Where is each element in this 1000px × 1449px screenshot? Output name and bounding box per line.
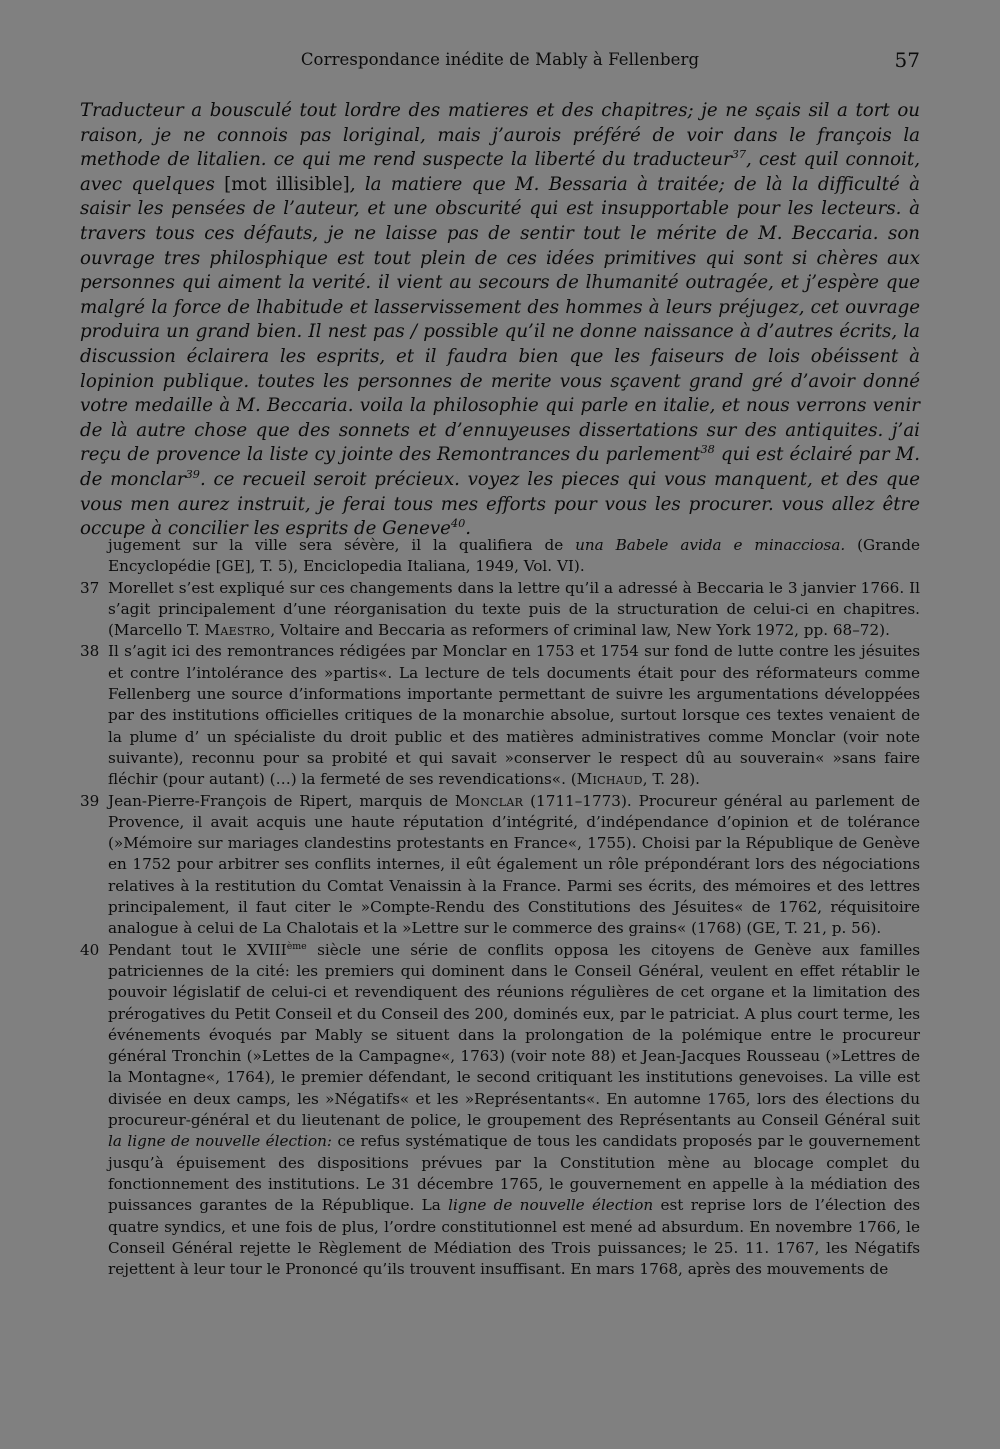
footnote-text: siècle une série de conflits opposa les citoyens de Genève aux familles patriciennes de la cité: les premiers qui dominent dans le Conseil Général, veulent en effet rétablir le pouvoir législatif de celui-ci et revendiquent des réunions régulières de cet organe et la limitation des prérogatives du Petit Conseil et du Conseil des 200, dominés eux, par le patriciat. A plus court terme, les événements évoqués par Mably se situent dans la prolongation de la polémique entre le procureur général Tronchin (»Lettes de la Campagne«, 1763) (voir note 88) et Jean-Jacques Rousseau (»Lettres de la Montagne«, 1764), le premier défendant, le second critiquant les institutions genevoises. La ville est divisée en deux camps, les »Négatifs« et les »Représentants«. En automne 1765, lors des élections du procureur-général et du lieutenant de police, le groupement des Représentants au Conseil Général suit (108, 940, 920, 1130)
footnote-ref-38: 38 (700, 443, 715, 457)
footnote-text: , T. 28). (642, 770, 700, 789)
author-name: Maestro (204, 621, 271, 640)
letter-text-part: , la matiere que M. Bessaria à traitée; de là la difficulté à saisir les pensées de l’auteur, et une obscurité qui est insupportable pour les lecteurs. à travers tous ces défauts, je ne laisse pas de sentir tout le mérite de M. Beccaria. son ouvrage tres philosphique est tout plein de ces idées primitives qui sont si chères aux personnes qui aiment la verité. il vient au secours de lhumanité outragée, et j’espère que malgré la force de lhabitude et lasservissement des hommes à leurs préjugez, cet ouvrage produira un grand bien. Il nest pas / possible qu’il ne donne naissance à d’autres écrits, la discussion éclairera les esprits, et il faudra bien que les faiseurs de lois obéissent à lopinion publique. toutes les personnes de merite vous sçavent grand gré d’avoir donné votre medaille à M. Beccaria. voila la philosophie qui parle en italie, et nous verrons venir de là autre chose que des sonnets et d’ennuyeuses dissertations sur des antiquites. j’ai reçu de provence la liste cy jointe des Remontrances du parlement (80, 173, 920, 466)
footnote-text: (1711–1773). Procureur général au parlement de Provence, il avait acquis une haute réputation d’intégrité, d’indépendance d’opinion et de tolérance (»Mémoire sur mariages clandestins protestants en France«, 1755). Choisi par la République de Genève en 1752 pour arbitrer ses conflits internes, il eût également un rôle prépondérant lors des négociations relatives à la restitution du Comtat Venaissin à la France. Parmi ses écrits, des mémoires et des lettres principalement, il faut citer le »Compte-Rendu des Constitutions des Jésuites« de 1762, réquisitoire analogue à celui de La Chalotais et la »Lettre sur le commerce des grains« (1768) (GE, T. 21, p. 56). (108, 791, 920, 938)
footnote-ref-39: 39 (185, 467, 200, 481)
footnote-continuation (80, 535, 920, 578)
letter-text-part: qui est éclairé par M. de monclar (80, 444, 921, 490)
footnote-text: Il s’agit ici des remontrances rédigées par Monclar en 1753 et 1754 sur fond de lutte contre les jésuites et contre l’intolérance des »partis«. La lecture de tels documents était pour des réformateurs comme Fellenberg une source d’informations importante permettant de suivre les argumentations développées par des institutions officielles critiques de la monarchie absolue, surtout lorsque ces textes venaient de la plume d’ un spécialiste du droit public et des matières administratives comme Monclar (voir note suivante), reconnu pour sa probité et qui savait »conserver le respect dû au souverain« »sans faire fléchir (pour autant) (…) la fermeté de ses revendications«. ( (108, 642, 920, 789)
footnote-text: Pendant tout le XVIII (108, 940, 287, 959)
footnote-ref-40: 40 (450, 517, 466, 531)
footnote-text: , Voltaire and Beccaria as reformers of criminal law, New York 1972, pp. 68–72). (270, 621, 890, 640)
letter-text-part: , cest quil connoit, avec quelques (80, 149, 920, 195)
footnote-text: Jean-Pierre-François de Ripert, marquis de (108, 791, 455, 810)
footnote-39 (80, 791, 920, 940)
footnote-37 (80, 578, 920, 642)
footnote-italic: ligne de nouvelle élection (448, 1196, 654, 1215)
running-title: Correspondance inédite de Mably à Fellenberg (300, 50, 700, 69)
footnote-38 (80, 641, 920, 790)
letter-text-part: . ce recueil seroit précieux. voyez les pieces qui vous manquent, et des que vous men aurez instruit, je ferai tous mes efforts pour vous les procurer. vous allez être occupe à concilier les esprits de Geneve (80, 468, 920, 540)
running-head (80, 50, 920, 74)
editorial-insertion: [mot illisible] (224, 173, 350, 195)
author-name: Monclar (454, 791, 524, 810)
footnote-text: jugement sur la ville sera sévère, il la qualifiera de (108, 536, 576, 554)
author-name: Michaud (576, 770, 643, 789)
footnote-italic: la ligne de nouvelle élection: (108, 1132, 333, 1151)
letter-text (80, 99, 920, 542)
letter-text-part: Traducteur a bousculé tout lordre des matieres et des chapitres; je ne sçais sil a tort ou raison, je ne connois pas loriginal, mais j’aurois préféré de voir dans le françois la methode de litalien. ce qui me rend suspecte la liberté du traducteur (80, 100, 920, 171)
footnote-italic: una Babele avida e minacciosa. (575, 536, 846, 554)
footnote-40 (80, 940, 920, 1281)
footnote-number: 40 (80, 940, 100, 959)
letter-text-part: . (465, 518, 472, 540)
footnote-text: Morellet s’est expliqué sur ces changements dans la lettre qu’il a adressé à Beccaria le 3 janvier 1766. Il s’agit principalement d’une réorganisation du texte puis de la structuration de celui-ci en chapitres. (Marcello T. (108, 578, 920, 640)
footnote-number: 39 (80, 791, 100, 810)
footnote-number: 38 (80, 642, 100, 661)
footnote-text: ce refus systématique de tous les candidats proposés par le gouvernement jusqu’à épuisement des dispositions prévues par la Constitution mène au blocage complet du fonctionnement des institutions. Le 31 décembre 1765, le gouvernement en appelle à la médiation des puissances garantes de la République. La (108, 1132, 920, 1215)
footnotes (80, 535, 920, 1280)
footnote-text: est reprise lors de l’élection des quatre syndics, et une fois de plus, l’ordre constitutionnel est mené ad absurdum. En novembre 1766, le Conseil Général rejette le Règlement de Médiation des Trois puissances; le 25. 11. 1767, les Négatifs rejettent à leur tour le Prononcé qu’ils trouvent insuffisant. En mars 1768, après des mouvements de (108, 1196, 920, 1279)
footnote-number: 37 (80, 578, 100, 597)
footnote-text: (Grande Encyclopédie [GE], T. 5), Enciclopedia Italiana, 1949, Vol. VI). (108, 536, 920, 576)
page-number: 57 (894, 48, 920, 72)
footnote-ref-37: 37 (731, 148, 747, 162)
superscript-ordinal: ème (286, 940, 307, 952)
